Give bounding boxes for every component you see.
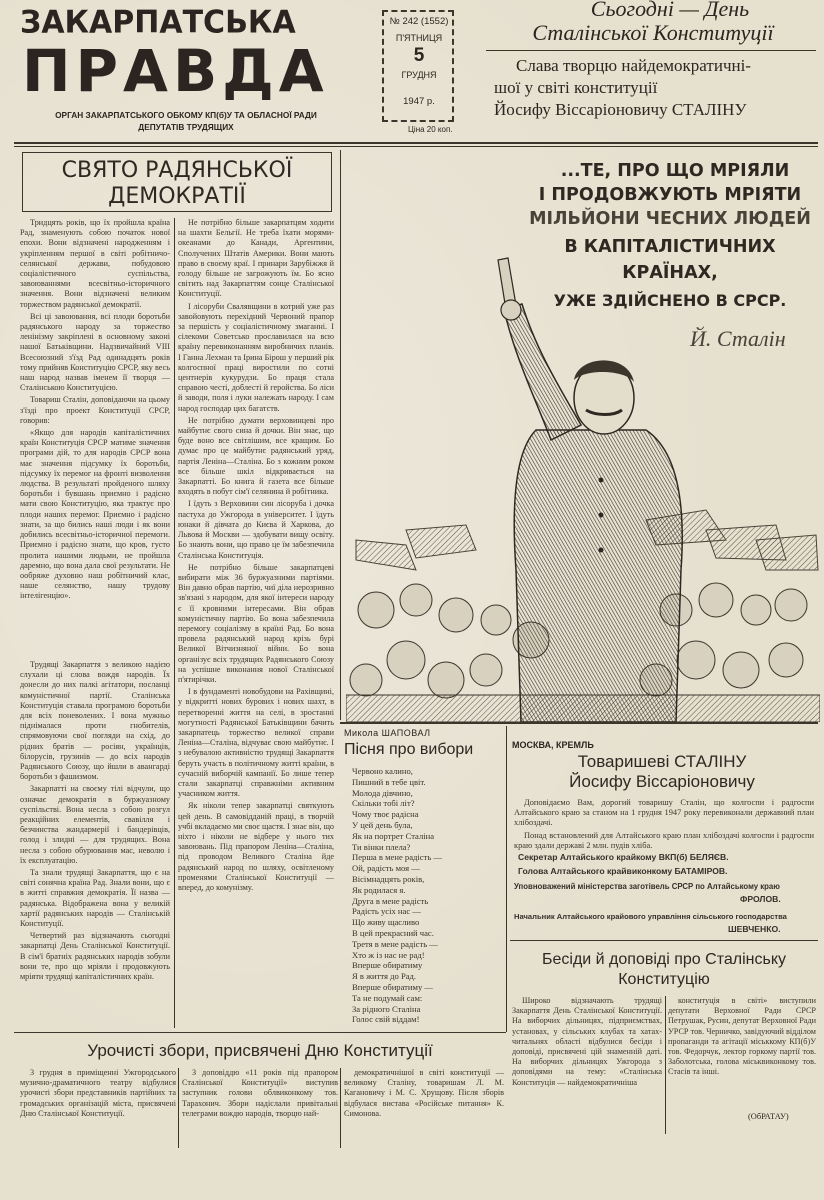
telegram-signature-4: Начальник Алтайського крайового управління сільського господарства bbox=[514, 912, 787, 921]
editorial-headline-line1: СВЯТО РАДЯНСЬКОЇ bbox=[61, 158, 293, 183]
editorial-paragraph: Не потрібно більше закарпатцям ходити на шахти Бельгії. Не треба їхати морями-океанами до Канади, Аргентини, Сполучених Штатів Америки. Вони мають право в своєму краї. І принари Зарубіжжя й голоду більше не загрожують їм. Бо ясно світить над Закарпаттям сонце Сталінської Конституції. bbox=[178, 218, 334, 299]
banner-line1: Сьогодні — День bbox=[590, 0, 750, 21]
masthead-title-line2: ПРАВДА bbox=[22, 37, 329, 105]
editorial-paragraph: Та знали трудящі Закарпаття, що є на світі сонячна країна Рад. Знали вони, що є в житті справжня демократія. Її назва — радянська. Відображена вона у великій хартії радянських народів — Сталінській Конституції. bbox=[20, 868, 170, 929]
telegram-body bbox=[514, 798, 814, 894]
masthead-subtitle-line1: ОРГАН ЗАКАРПАТСЬКОГО ОБКОМУ КП(б)У ТА ОБЛАСНОЇ РАДИ bbox=[55, 110, 317, 120]
poem-author: Микола ШАПОВАЛ bbox=[344, 728, 431, 738]
poem-line: Як родилася я. bbox=[352, 884, 406, 895]
meeting-paragraph: 3 грудня в приміщенні Ужгородського музично-драматичного театру відбулися урочисті збори представників партійних та громадських організацій міста, присвячені Дню Сталінської Конституції. bbox=[20, 1068, 176, 1118]
editorial-column-1-lower bbox=[20, 660, 170, 1030]
talks-headline-line1: Бесіди й доповіді про Сталінську bbox=[542, 951, 786, 968]
masthead-rule bbox=[14, 142, 818, 144]
telegram-signature-4-name: ШЕВЧЕНКО. bbox=[728, 924, 781, 934]
poem-line: Пишний в тебе цвіт. bbox=[352, 776, 426, 787]
poem-line: За рідного Сталіна bbox=[352, 1003, 421, 1014]
poem-line: Скільки тобі літ? bbox=[352, 798, 415, 809]
issue-number: № 242 (1552) bbox=[389, 16, 449, 27]
column-divider bbox=[506, 726, 507, 1032]
issue-month: ГРУДНЯ bbox=[401, 70, 437, 80]
talks-paragraph: конституція в світі» виступили депутати Верховної Ради СРСР Петрушак, Русин, депутат Верховної Ради УРСР тов. Черничко, завідуючий відділом пропаганди та агітації міськкому КП(б)У тов. Федорчук, лектор горкому партії тов. Заболотська, голова міськвиконкому тов. Стасів та інші. bbox=[668, 996, 816, 1077]
meeting-column-3 bbox=[344, 1068, 504, 1150]
editorial-column-2 bbox=[178, 218, 334, 1028]
quote-signature: Й. Сталін bbox=[690, 326, 786, 351]
talks-column-2 bbox=[668, 996, 816, 1114]
editorial-paragraph: Не потрібно більше закарпатцеві вибирати між 36 буржуазними партіями. Він давно обрав партію, чиї діла нерозривно зв'язані з народом, для якої інтереси народу є її кровними інтересами. Він обрав комуністичну партію. Бо вона забезпечила перемогу соціалізму в країні Рад. Бо вона провела радянський народ крізь бурі Великої Вітчизняної війни. Бо вона організує всіх трудящих Радянського Союзу на успішне виконання нової Сталінської п'ятирічки. bbox=[178, 562, 334, 684]
slogan-line3: Йосифу Віссаріоновичу СТАЛІНУ bbox=[494, 100, 747, 119]
telegram-paragraph: Понад встановлений для Алтайського краю план хлібоздачі колгоспи і радгоспи краю здали державі 2 млн. пудів хліба. bbox=[514, 830, 814, 850]
column-divider bbox=[178, 1068, 179, 1148]
quote-line1: ...ТЕ, ПРО ЩО МРІЯЛИ bbox=[560, 161, 790, 181]
poem-line: Як на портрет Сталіна bbox=[352, 830, 435, 841]
meeting-paragraph: З доповіддю «11 років під прапором Сталінської Конституції» виступив заступник голови облвиконкому тов. Тарахонич. Збори надіслали привітальні телеграми вождю народів, творцю най- bbox=[182, 1068, 338, 1118]
telegram-signature-2: Голова Алтайського крайвиконкому БАТАМІРОВ. bbox=[518, 866, 728, 876]
poem-line: Голос свій віддам! bbox=[352, 1014, 420, 1025]
figure bbox=[498, 258, 682, 722]
section-rule bbox=[340, 722, 818, 724]
talks-column-1 bbox=[512, 996, 662, 1134]
meeting-paragraph: демократичнішої в світі конституції — великому Сталіну, товаришам Л. М. Кагановичу і М. С. Хрущову. Після зборів відбулася вистава «Російське питання» К. Симонова. bbox=[344, 1068, 504, 1118]
column-divider bbox=[665, 996, 666, 1134]
column-divider bbox=[174, 218, 175, 1028]
banner-rule bbox=[486, 50, 816, 51]
poem-line: Чому твоє радісна bbox=[352, 809, 419, 820]
slogan-line1: Слава творцю найдемократичні- bbox=[516, 56, 751, 75]
editorial-quote-paragraph: «Якщо для народів капіталістичних країн Конституція СРСР матиме значення програми дій, то для народів СРСР вона має значення підсумку їх боротьби, підсумку їх перемог на фронті визволення людства. В результаті пройденого шляху боротьби і бувшань приємно і радісно мати свою Конституцію, яка трактує про плоди наших перемог. Приємно і радісно знати, за що бились наші люди і як вони добились всесвітньо-історичної перемоги. Приємно і радісно знати, що кров, густо пролита нашими людьми, не пройшла даремно, що вона дала свої результати. Не ообряже духовно наш робітничий клас, наше селянство, нашу трудову інтелігенцію». bbox=[20, 428, 170, 601]
masthead-title-line1: ЗАКАРПАТСЬКА bbox=[20, 4, 296, 41]
editorial-paragraph: І їдуть з Верховини син лісоруба і дочка пастуха до Ужгорода в університет. І їдуть юнаки й дівчата до Києва й Харкова, до Львова й Москви — здобувати вищу освіту. Бо знають вони, що право це їм забезпечила Сталінська Конституція. bbox=[178, 499, 334, 560]
stalin-illustration bbox=[346, 240, 820, 722]
editorial-column-1 bbox=[20, 218, 170, 660]
poem-line: Ти вінки плела? bbox=[352, 841, 411, 852]
talks-headline-line2: Конституцію bbox=[618, 971, 710, 988]
masthead-rule-thin bbox=[14, 146, 818, 147]
editorial-paragraph: Трудящі Закарпаття з великою надією слухали ці слова вождя народів. Їх донесли до них палкі агітатори, посланці комуністичної партії. Сталінська Конституція ставала програмою боротьби для всіх поневолених. І вона мужньо піднімалася проти гнобителів, спрямовуючи свої погляди на схід, до рідних братів — росіян, українців, білорусів, грузинів — до всіх народів Радянського Союзу, що йшли в авангарді боротьби з фашизмом. bbox=[20, 660, 170, 782]
telegram-signature-3: Уповноважений міністерства заготівель СРСР по Алтайському краю bbox=[514, 882, 780, 891]
editorial-headline-line2: ДЕМОКРАТІЇ bbox=[108, 184, 246, 209]
section-rule bbox=[14, 1032, 506, 1033]
poem-line: Молода дівчино, bbox=[352, 787, 413, 798]
talks-credit: (ОбРАТАУ) bbox=[748, 1112, 789, 1121]
poem-line: Друга в мене радість bbox=[352, 895, 429, 906]
poem-line: У цей день була, bbox=[352, 819, 413, 830]
telegram-signature-3-name: ФРОЛОВ. bbox=[740, 894, 781, 904]
editorial-paragraph: І в фундаменті новобудови на Рахівщині, у відкритті нових бурових і нових шахт, в перетворенні життя на селі, в зростанні могутності Радянської Батьківщини бачить закарпатець торжество великої справи Леніна—Сталіна, відчуває свою майбутнє. І з небувалою активністю трудящі Закарпаття беруть участь в політичному житті країни, в сучасній виборчій кампанії. Бо лише тепер стали закарпатці справжніми активним учасником життя. bbox=[178, 687, 334, 799]
issue-year: 1947 р. bbox=[403, 96, 435, 107]
telegram-headline-line2: Йосифу Віссаріоновичу bbox=[569, 772, 755, 791]
talks-paragraph: Широко відзначають трудящі Закарпаття День Сталінської Конституції. На виборчих дільницях, підприємствах, установах, у сільських клубах та хатах-читальнях області відбулися бесіди і доповіді, присвячені цій знаменній даті. На виборчих дільницях Ужгорода з доповідями на тему: «Сталінська Конституція — найдемократичніша bbox=[512, 996, 662, 1087]
telegram-headline-line1: Товаришеві СТАЛІНУ bbox=[577, 752, 747, 771]
poem-line: Хто ж із нас не рад! bbox=[352, 949, 425, 960]
poem-line: Перша в мене радість — bbox=[352, 852, 443, 863]
poem-line: Червоно калино, bbox=[352, 766, 413, 776]
telegram-dateline: МОСКВА, КРЕМЛЬ bbox=[512, 740, 594, 750]
poem-line: Та не подумай сам: bbox=[352, 992, 423, 1003]
quote-line3: МІЛЬЙОНИ ЧЕСНИХ ЛЮДЕЙ bbox=[529, 209, 811, 229]
slogan-line2: шої у світі конституції bbox=[494, 78, 658, 97]
editorial-paragraph: Всі ці завоювання, всі плоди боротьби радянського народу за торжество ленінізму закріплені в основному законі нашої Батьківщини. Надзвичайний VIII Всесоюзний з'їзд Рад одинадцять років тому прийняв Конституцію СРСР, яку весь наш народ назвав іменем її творця — Сталінською Конституцією. bbox=[20, 311, 170, 393]
poem-line: Що живу щасливо bbox=[352, 917, 420, 928]
quote-line5: КРАЇНАХ, bbox=[622, 263, 718, 283]
quote-line2: І ПРОДОВЖУЮТЬ МРІЯТИ bbox=[538, 185, 802, 205]
poem-line: Вісімнадцять років, bbox=[352, 873, 425, 884]
editorial-paragraph: Четвертий раз відзначають сьогодні закарпатці День Сталінської Конституції. В сім'ї братніх радянських народів зобули вони те, про що мріяли і продовжують мріяти трудящі капіталістичних країн. bbox=[20, 931, 170, 982]
meeting-column-2 bbox=[182, 1068, 338, 1150]
editorial-paragraph: Не потрібно думати верховинцеві про майбутнє свого сина й дочки. Він знає, що буде воно все світлішим, все кращим. Бо думає про це майбутнє радянський уряд, партія Леніна—Сталіна. Бо з кожним роком все більше шкіл відкривається на Закарпатті. Бо книга й газета все більше входять в побут сім'ї селянина й робітника. bbox=[178, 415, 334, 497]
poem-title: Пісня про вибори bbox=[344, 741, 474, 758]
editorial-paragraph: Як ніколи тепер закарпатці святкують цей день. В самовідданій праці, в творчій учбі вкладаємо ми своє щастя. І знає він, що ніхто і ніколи не відбере у нього тих завоювань. Під прапором Леніна—Сталіна, під проводом Великого Сталіна йде радянський народ по шляху, освітленому променями Сталінської Конституції — вперед, до комунізму. bbox=[178, 801, 334, 892]
poem-line: Вперше обиратиму bbox=[352, 960, 423, 971]
telegram-paragraph: Доповідаємо Вам, дорогий товаришу Сталін, що колгоспи і радгоспи Алтайського краю за станом на 1 грудня 1947 року перевиконали державний план хлібоздачі. bbox=[514, 798, 814, 828]
editorial-paragraph: Тридцять років, що їх пройшла країна Рад, знаменують собою початок нової епохи. Вони відзначені народженням і укріпленням першої в світі робітничо-селянської держави, побудовою соціалістичного суспільства, завоюваннями всесвітньо-історичного значення. Вони відзначені великим торжеством радянської демократії. bbox=[20, 218, 170, 309]
poem-line: Вперше обиратиму — bbox=[352, 981, 434, 992]
column-divider bbox=[340, 150, 341, 720]
poem-line: В цей прекрасний час. bbox=[352, 927, 434, 938]
meeting-headline: Урочисті збори, присвячені Дню Конституції bbox=[87, 1041, 433, 1060]
editorial-paragraph: Товариш Сталін, доповідаючи на цьому з'їзді про проект Конституції СРСР, говорив: bbox=[20, 395, 170, 425]
quote-line4: В КАПІТАЛІСТИЧНИХ bbox=[564, 237, 776, 257]
poem-line: Радість усіх нас — bbox=[352, 906, 421, 917]
meeting-column-1 bbox=[20, 1068, 176, 1150]
poem-line: Ой, радість моя — bbox=[352, 863, 420, 874]
column-divider bbox=[340, 1068, 341, 1148]
section-rule bbox=[510, 940, 818, 941]
issue-day: 5 bbox=[413, 45, 425, 66]
editorial-paragraph: Закарпатті на своєму тілі відчули, що означає демократія в буржуазному суспільстві. Вона несла з собою розгул реакційних елементів, свавілля і безчинства жандармерії і бандерівців, голод і злидні — для трудящих. Вона несла з собою обурювання мас, неволю і їх експлуатацію. bbox=[20, 784, 170, 865]
issue-weekday: П'ЯТНИЦЯ bbox=[395, 33, 443, 43]
issue-price: Ціна 20 коп. bbox=[408, 125, 453, 134]
quote-line6: УЖЕ ЗДІЙСНЕНО В СРСР. bbox=[553, 291, 787, 310]
editorial-paragraph: І лісоруби Свалявщини в котрий уже раз завойовують перехідний Червоний прапор за першість у соціалістичному змаганні. І сілекоми Советсько прославилася на всю країну перевиконанням виробничих планів. І Ганна Лехман та Ірина Бірош у перший рік колгоспної праці виростили по сотні центнерів кукурудзи. Бо праця стала справою честі, доблесті й геройства. Бо ліси й заводи, поля і луки належать народу. І сам народ господар цих багатств. bbox=[178, 301, 334, 413]
masthead-subtitle-line2: ДЕПУТАТІВ ТРУДЯЩИХ bbox=[138, 122, 234, 132]
poem-line: Я в життя до Рад. bbox=[352, 971, 417, 982]
poem-line: Третя в мене радість — bbox=[352, 938, 438, 949]
poem-body bbox=[352, 766, 502, 1034]
banner-line2: Сталінської Конституції bbox=[532, 20, 774, 45]
telegram-signature-1: Секретар Алтайського крайкому ВКП(б) БЕЛЯЄВ. bbox=[518, 852, 729, 862]
